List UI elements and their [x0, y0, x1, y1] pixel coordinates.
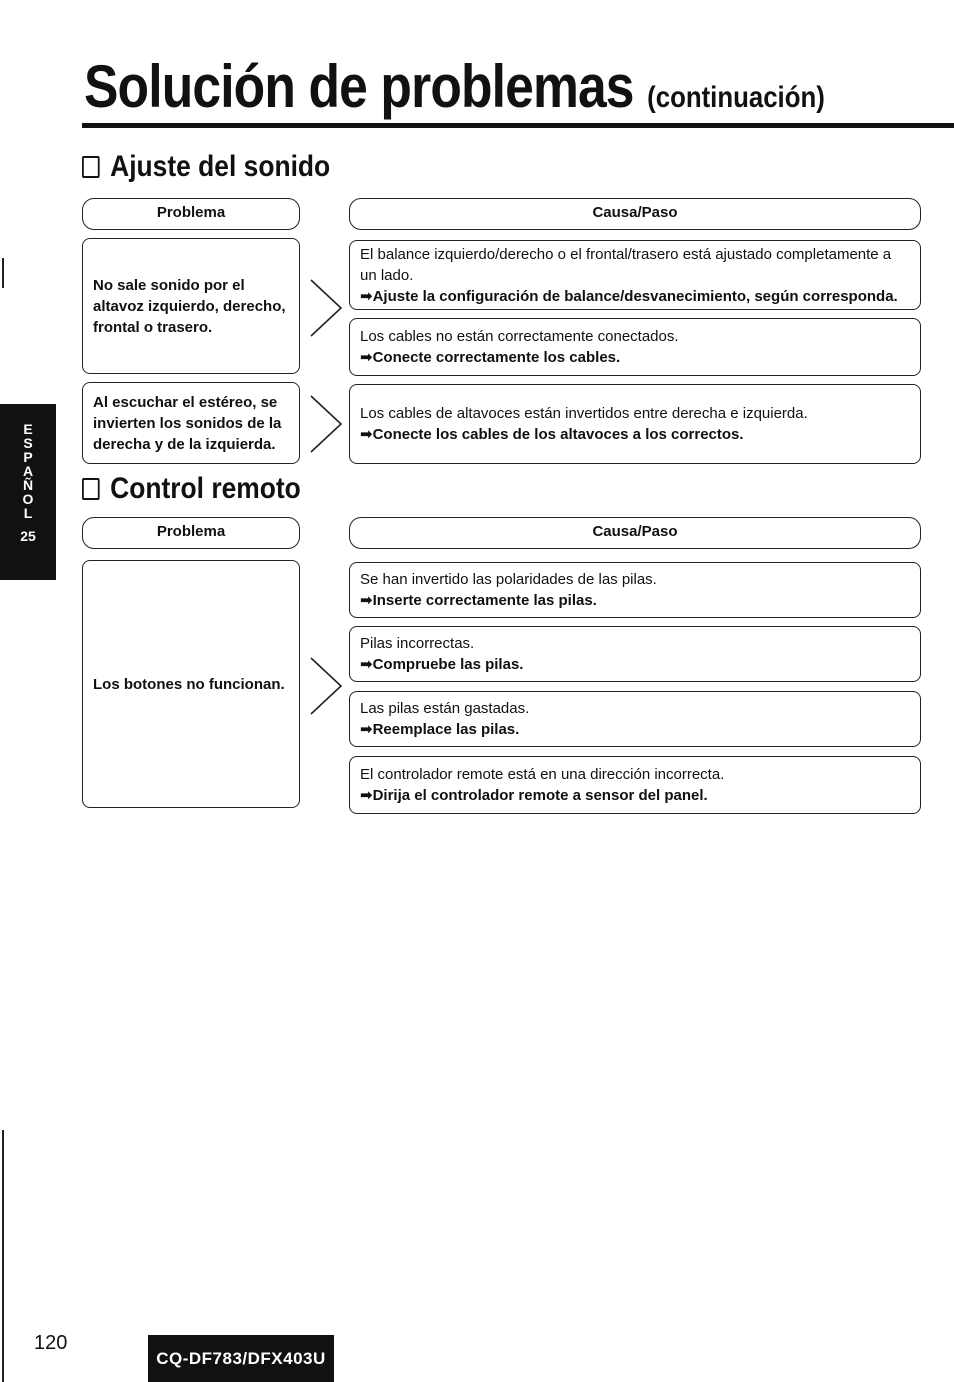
arrow-right-icon — [309, 394, 343, 454]
step-text: ➡Compruebe las pilas. — [360, 656, 524, 673]
side-letter: O — [22, 491, 34, 507]
cause-header: Causa/Paso — [349, 517, 921, 549]
cause-cell — [349, 756, 921, 814]
section-title-remote — [82, 472, 301, 506]
page-title — [84, 52, 825, 121]
side-letter: Ñ — [22, 477, 34, 493]
cause-cell — [349, 691, 921, 747]
side-letter: E — [23, 421, 33, 437]
cause-cell — [349, 240, 921, 310]
language-side-tab — [0, 404, 56, 580]
problem-text: Los botones no funcionan. — [93, 675, 285, 693]
title-rule — [82, 123, 954, 128]
side-letter: S — [23, 435, 33, 451]
arrow-right-icon — [309, 656, 343, 716]
checkbox-square-icon — [82, 478, 100, 500]
step-text: ➡Ajuste la configuración de balance/desvanecimiento, según corresponda. — [360, 287, 898, 305]
checkbox-square-icon — [82, 156, 100, 178]
step-text: ➡Conecte los cables de los altavoces a los correctos. — [360, 426, 744, 443]
problem-text: No sale sonido por el altavoz izquierdo, derecho, frontal o trasero. — [93, 276, 286, 336]
problem-header: Problema — [82, 198, 300, 230]
cause-header: Causa/Paso — [349, 198, 921, 230]
margin-line — [2, 1130, 4, 1382]
cause-text: Los cables de altavoces están invertidos entre derecha e izquierda. — [360, 405, 808, 422]
cause-text: Los cables no están correctamente conectados. — [360, 328, 679, 345]
cause-text: El controlador remote está en una dirección incorrecta. — [360, 766, 725, 783]
cause-cell — [349, 318, 921, 376]
step-text: ➡Conecte correctamente los cables. — [360, 349, 621, 366]
cause-cell — [349, 626, 921, 682]
problem-text: Al escuchar el estéreo, se invierten los sonidos de la derecha y de la izquierda. — [93, 393, 282, 453]
side-letter: A — [22, 463, 34, 479]
problem-cell — [82, 238, 300, 374]
page-title-text: Solución de problemas — [84, 53, 634, 120]
cause-text: Las pilas están gastadas. — [360, 700, 530, 717]
section-title-sound-text: Ajuste del sonido — [110, 150, 331, 183]
cause-text: Pilas incorrectas. — [360, 635, 475, 652]
margin-mark — [2, 258, 4, 288]
side-letter: L — [23, 505, 33, 521]
step-text: ➡Inserte correctamente las pilas. — [360, 592, 597, 609]
problem-cell — [82, 382, 300, 464]
side-tab-number: 25 — [20, 528, 36, 544]
cause-cell — [349, 562, 921, 618]
section-title-remote-text: Control remoto — [110, 472, 301, 505]
section-title-sound — [82, 150, 330, 184]
problem-header: Problema — [82, 517, 300, 549]
model-label: CQ-DF783/DFX403U — [148, 1335, 334, 1382]
cause-cell — [349, 384, 921, 464]
page-number: 120 — [34, 1332, 68, 1354]
step-text: ➡Dirija el controlador remote a sensor del panel. — [360, 787, 708, 804]
arrow-right-icon — [309, 278, 343, 338]
cause-text: Se han invertido las polaridades de las pilas. — [360, 571, 657, 588]
problem-cell — [82, 560, 300, 808]
cause-text: El balance izquierdo/derecho o el frontal/trasero está ajustado completamente a un lado. — [360, 245, 892, 284]
step-text: ➡Reemplace las pilas. — [360, 721, 520, 738]
side-tab-letters — [0, 404, 56, 520]
page-subtitle: (continuación) — [647, 81, 825, 114]
side-letter: P — [23, 449, 33, 465]
